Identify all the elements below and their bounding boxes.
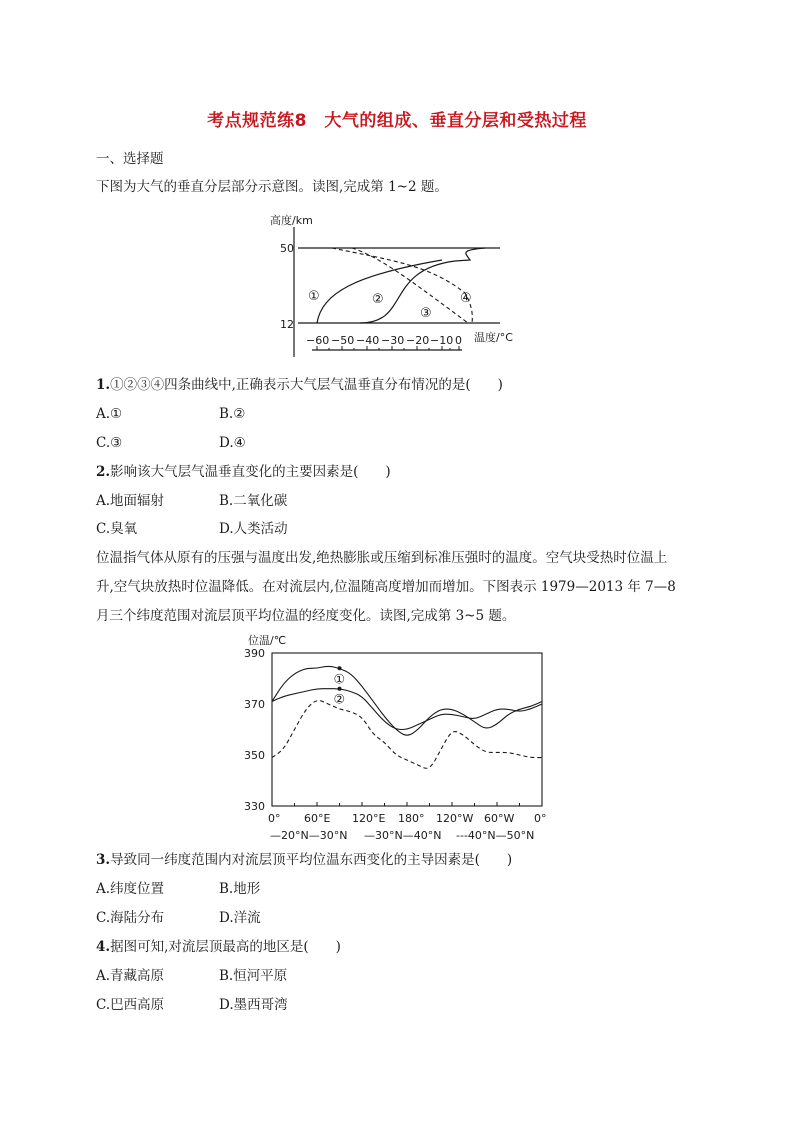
q2-option-d[interactable]: D.人类活动 bbox=[219, 521, 288, 537]
chart2-xtick: 120°E bbox=[352, 812, 386, 825]
question-4: 4.据图可知,对流层顶最高的地区是( ) bbox=[96, 939, 341, 955]
q3-option-c[interactable]: C.海陆分布 bbox=[96, 910, 165, 926]
q1-option-b[interactable]: B.② bbox=[219, 406, 246, 422]
curve-4 bbox=[332, 248, 472, 323]
chart2-ytick: 390 bbox=[244, 647, 265, 660]
chart2-ylabel: 位温/℃ bbox=[248, 634, 287, 647]
chart1-ytick-12: 12 bbox=[280, 318, 294, 331]
chart2-legend-2: —30°N—40°N bbox=[364, 829, 442, 842]
chart2-ytick: 330 bbox=[244, 800, 265, 813]
series-line-2 bbox=[272, 689, 542, 730]
chart2-xtick: 120°W bbox=[436, 812, 474, 825]
q2-option-a[interactable]: A.地面辐射 bbox=[96, 493, 165, 509]
chart2-xtick: 0° bbox=[268, 812, 281, 825]
q4-option-c[interactable]: C.巴西高原 bbox=[96, 997, 165, 1013]
chart1-xtick: −40 bbox=[356, 334, 380, 347]
potential-temperature-chart bbox=[236, 630, 556, 845]
chart2-frame bbox=[272, 653, 542, 806]
intro-text-1: 下图为大气的垂直分层部分示意图。读图,完成第 1~2 题。 bbox=[96, 179, 448, 195]
atmosphere-layer-chart bbox=[260, 205, 535, 360]
chart2-xtick: 0° bbox=[534, 812, 547, 825]
marker-point-1 bbox=[338, 666, 342, 670]
q4-option-a[interactable]: A.青藏高原 bbox=[96, 968, 165, 984]
q4-option-b[interactable]: B.恒河平原 bbox=[219, 968, 288, 984]
series-line-3 bbox=[272, 701, 542, 769]
q3-option-a[interactable]: A.纬度位置 bbox=[96, 881, 165, 897]
intro-text-2-line-2: 升,空气块放热时位温降低。在对流层内,位温随高度增加而增加。下图表示 1979—2013 年 7—8 bbox=[96, 579, 676, 595]
series-line-1 bbox=[272, 666, 542, 735]
question-3: 3.导致同一纬度范围内对流层顶平均位温东西变化的主导因素是( ) bbox=[96, 852, 513, 868]
curve-label-2: ② bbox=[372, 292, 384, 307]
marker-label-1: ① bbox=[333, 672, 346, 688]
question-2: 2.影响该大气层气温垂直变化的主要因素是( ) bbox=[96, 464, 391, 480]
chart2-x-tick-marks bbox=[272, 802, 542, 806]
q4-option-d[interactable]: D.墨西哥湾 bbox=[219, 997, 288, 1013]
chart2-ytick: 370 bbox=[244, 698, 265, 711]
chart1-xtick: −10 bbox=[430, 334, 454, 347]
chart2-ytick: 350 bbox=[244, 749, 265, 762]
curve-label-1: ① bbox=[308, 289, 320, 304]
chart1-ylabel: 高度/km bbox=[270, 214, 313, 227]
chart1-xtick: −60 bbox=[306, 334, 330, 347]
q2-option-b[interactable]: B.二氧化碳 bbox=[219, 493, 288, 509]
curve-label-4: ④ bbox=[460, 291, 472, 306]
q1-option-a[interactable]: A.① bbox=[96, 406, 123, 422]
chart2-xtick: 60°E bbox=[304, 812, 331, 825]
chart2-legend-3: ---40°N—50°N bbox=[456, 829, 535, 842]
chart1-xlabel: 温度/°C bbox=[474, 331, 513, 344]
intro-text-2-line-1: 位温指气体从原有的压强与温度出发,绝热膨胀或压缩到标准压强时的温度。空气块受热时位温上 bbox=[96, 550, 668, 566]
section-heading: 一、选择题 bbox=[96, 151, 164, 167]
page-title: 考点规范练8 大气的组成、垂直分层和受热过程 bbox=[207, 111, 587, 131]
question-1: 1.①②③④四条曲线中,正确表示大气层气温垂直分布情况的是( ) bbox=[96, 377, 503, 393]
q2-option-c[interactable]: C.臭氧 bbox=[96, 521, 138, 537]
chart2-legend-1: —20°N—30°N bbox=[270, 829, 348, 842]
marker-label-2: ② bbox=[333, 692, 346, 708]
chart2-xtick: 180° bbox=[398, 812, 425, 825]
q1-option-d[interactable]: D.④ bbox=[219, 435, 246, 451]
chart1-xtick: −30 bbox=[381, 334, 405, 347]
chart1-xtick: 0 bbox=[455, 334, 462, 347]
chart1-ytick-50: 50 bbox=[280, 242, 294, 255]
chart1-xtick: −20 bbox=[406, 334, 430, 347]
q3-option-d[interactable]: D.洋流 bbox=[219, 910, 261, 926]
q1-option-c[interactable]: C.③ bbox=[96, 435, 123, 451]
intro-text-2-line-3: 月三个纬度范围对流层顶平均位温的经度变化。读图,完成第 3~5 题。 bbox=[96, 608, 516, 624]
chart2-xtick: 60°W bbox=[484, 812, 515, 825]
curve-label-3: ③ bbox=[420, 306, 432, 321]
curve-3 bbox=[352, 248, 468, 323]
chart2-series-group bbox=[272, 666, 542, 768]
q3-option-b[interactable]: B.地形 bbox=[219, 881, 261, 897]
chart1-xtick: −50 bbox=[331, 334, 355, 347]
